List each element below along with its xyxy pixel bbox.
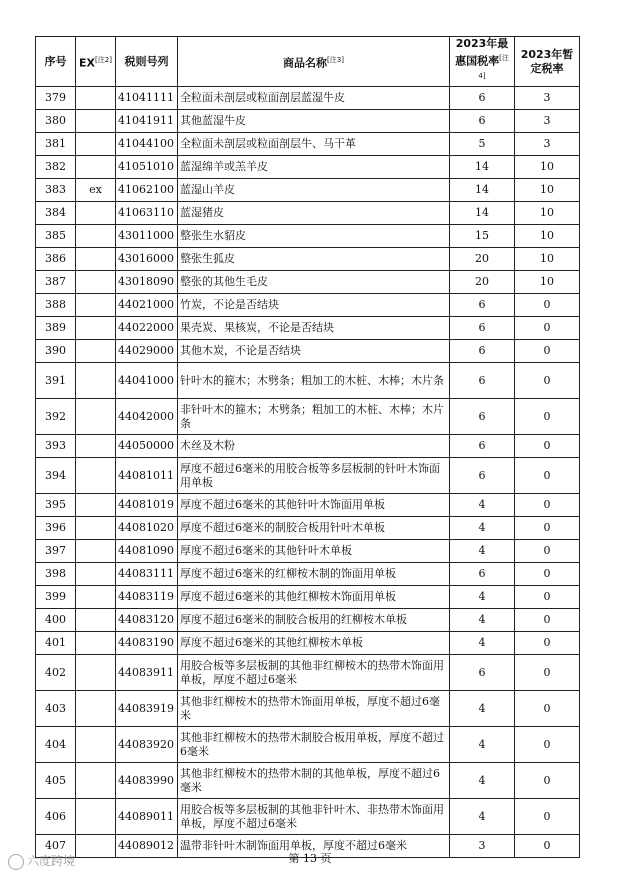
- cell-code: 44089012: [116, 835, 178, 858]
- cell-provisional-rate: 0: [515, 494, 580, 517]
- table-row: [36, 156, 580, 179]
- cell-code: 44083120: [116, 609, 178, 632]
- cell-ex: [76, 691, 116, 727]
- cell-code: 44081019: [116, 494, 178, 517]
- table-row: [36, 458, 580, 494]
- page-number: 第 13 页: [288, 852, 332, 865]
- cell-provisional-rate: 0: [515, 540, 580, 563]
- cell-code: 44083119: [116, 586, 178, 609]
- cell-name: 厚度不超过6毫米的其他红柳桉木单板: [178, 632, 450, 655]
- cell-seq: 386: [36, 248, 76, 271]
- cell-mfn-rate: 6: [450, 294, 515, 317]
- cell-provisional-rate: 0: [515, 727, 580, 763]
- cell-mfn-rate: 14: [450, 179, 515, 202]
- header-code: 税则号列: [116, 37, 178, 87]
- cell-seq: 392: [36, 399, 76, 435]
- table-row: [36, 225, 580, 248]
- cell-name: 其他非红柳桉木的热带木饰面用单板，厚度不超过6毫米: [178, 691, 450, 727]
- cell-mfn-rate: 14: [450, 156, 515, 179]
- cell-provisional-rate: 0: [515, 586, 580, 609]
- cell-name: 针叶木的箍木；木劈条；粗加工的木桩、木棒；木片条: [178, 363, 450, 399]
- table-row: [36, 763, 580, 799]
- cell-code: 44089011: [116, 799, 178, 835]
- cell-seq: 381: [36, 133, 76, 156]
- cell-code: 44081090: [116, 540, 178, 563]
- cell-name: 整张的其他生毛皮: [178, 271, 450, 294]
- cell-ex: [76, 317, 116, 340]
- cell-ex: [76, 248, 116, 271]
- cell-provisional-rate: 0: [515, 363, 580, 399]
- cell-mfn-rate: 4: [450, 609, 515, 632]
- cell-ex: [76, 763, 116, 799]
- cell-mfn-rate: 4: [450, 540, 515, 563]
- cell-ex: [76, 340, 116, 363]
- cell-provisional-rate: 0: [515, 632, 580, 655]
- cell-name: 厚度不超过6毫米的红柳桉木制的饰面用单板: [178, 563, 450, 586]
- cell-code: 44083111: [116, 563, 178, 586]
- cell-provisional-rate: 0: [515, 294, 580, 317]
- table-row: [36, 563, 580, 586]
- cell-name: 蓝湿猪皮: [178, 202, 450, 225]
- cell-provisional-rate: 0: [515, 435, 580, 458]
- cell-ex: [76, 458, 116, 494]
- cell-code: 41051010: [116, 156, 178, 179]
- cell-ex: [76, 110, 116, 133]
- cell-code: 44083190: [116, 632, 178, 655]
- cell-name: 厚度不超过6毫米的制胶合板用针叶木单板: [178, 517, 450, 540]
- header-seq: 序号: [36, 37, 76, 87]
- tariff-table: [35, 36, 580, 858]
- cell-ex: [76, 655, 116, 691]
- table-row: [36, 363, 580, 399]
- cell-code: 41041911: [116, 110, 178, 133]
- cell-name: 果壳炭、果核炭，不论是否结块: [178, 317, 450, 340]
- cell-name: 其他非红柳桉木的热带木制胶合板用单板，厚度不超过6毫米: [178, 727, 450, 763]
- cell-seq: 384: [36, 202, 76, 225]
- cell-provisional-rate: 3: [515, 133, 580, 156]
- cell-mfn-rate: 6: [450, 317, 515, 340]
- cell-name: 厚度不超过6毫米的其他针叶木单板: [178, 540, 450, 563]
- table-row: [36, 248, 580, 271]
- cell-code: 43011000: [116, 225, 178, 248]
- cell-seq: 406: [36, 799, 76, 835]
- cell-code: 44083990: [116, 763, 178, 799]
- table-row: [36, 202, 580, 225]
- cell-ex: [76, 202, 116, 225]
- cell-ex: [76, 540, 116, 563]
- cell-provisional-rate: 0: [515, 609, 580, 632]
- cell-mfn-rate: 6: [450, 435, 515, 458]
- watermark: [8, 852, 75, 870]
- cell-mfn-rate: 4: [450, 494, 515, 517]
- cell-code: 44022000: [116, 317, 178, 340]
- cell-ex: [76, 517, 116, 540]
- table-row: [36, 540, 580, 563]
- header-ex: EX[注2]: [76, 37, 116, 87]
- cell-seq: 389: [36, 317, 76, 340]
- cell-code: 44021000: [116, 294, 178, 317]
- cell-ex: [76, 225, 116, 248]
- cell-mfn-rate: 6: [450, 110, 515, 133]
- cell-seq: 388: [36, 294, 76, 317]
- cell-mfn-rate: 4: [450, 691, 515, 727]
- cell-code: 44042000: [116, 399, 178, 435]
- table-row: [36, 435, 580, 458]
- cell-seq: 387: [36, 271, 76, 294]
- logo-icon: [8, 854, 24, 870]
- table-row: [36, 609, 580, 632]
- cell-seq: 399: [36, 586, 76, 609]
- table-header: [36, 37, 580, 87]
- header-name: 商品名称[注3]: [178, 37, 450, 87]
- cell-seq: 403: [36, 691, 76, 727]
- cell-mfn-rate: 4: [450, 727, 515, 763]
- table-row: [36, 586, 580, 609]
- cell-ex: [76, 727, 116, 763]
- cell-mfn-rate: 6: [450, 655, 515, 691]
- table-row: [36, 727, 580, 763]
- cell-mfn-rate: 3: [450, 835, 515, 858]
- table-row: [36, 317, 580, 340]
- cell-name: 其他非红柳桉木的热带木制的其他单板，厚度不超过6毫米: [178, 763, 450, 799]
- cell-seq: 385: [36, 225, 76, 248]
- cell-code: 41063110: [116, 202, 178, 225]
- header-mfn-rate: 2023年最惠国税率[注4]: [450, 37, 515, 87]
- cell-mfn-rate: 4: [450, 763, 515, 799]
- cell-mfn-rate: 20: [450, 271, 515, 294]
- table-row: [36, 133, 580, 156]
- cell-name: 木丝及木粉: [178, 435, 450, 458]
- cell-code: 41062100: [116, 179, 178, 202]
- table-row: [36, 655, 580, 691]
- cell-seq: 398: [36, 563, 76, 586]
- cell-ex: [76, 435, 116, 458]
- cell-ex: [76, 294, 116, 317]
- cell-provisional-rate: 0: [515, 655, 580, 691]
- cell-seq: 402: [36, 655, 76, 691]
- cell-mfn-rate: 6: [450, 87, 515, 110]
- cell-name: 用胶合板等多层板制的其他非红柳桉木的热带木饰面用单板，厚度不超过6毫米: [178, 655, 450, 691]
- cell-mfn-rate: 6: [450, 340, 515, 363]
- cell-seq: 404: [36, 727, 76, 763]
- cell-mfn-rate: 4: [450, 517, 515, 540]
- table-row: [36, 110, 580, 133]
- cell-provisional-rate: 3: [515, 87, 580, 110]
- cell-name: 整张生狐皮: [178, 248, 450, 271]
- cell-ex: [76, 399, 116, 435]
- table-row: [36, 691, 580, 727]
- cell-seq: 383: [36, 179, 76, 202]
- cell-code: 44050000: [116, 435, 178, 458]
- cell-name: 厚度不超过6毫米的用胶合板等多层板制的针叶木饰面用单板: [178, 458, 450, 494]
- table-body: [36, 87, 580, 858]
- cell-mfn-rate: 14: [450, 202, 515, 225]
- cell-seq: 382: [36, 156, 76, 179]
- cell-mfn-rate: 5: [450, 133, 515, 156]
- cell-provisional-rate: 10: [515, 156, 580, 179]
- cell-ex: ex: [76, 179, 116, 202]
- cell-name: 其他蓝湿牛皮: [178, 110, 450, 133]
- cell-code: 44029000: [116, 340, 178, 363]
- cell-mfn-rate: 6: [450, 363, 515, 399]
- cell-seq: 390: [36, 340, 76, 363]
- cell-seq: 394: [36, 458, 76, 494]
- table-row: [36, 399, 580, 435]
- cell-ex: [76, 632, 116, 655]
- table-row: [36, 799, 580, 835]
- cell-ex: [76, 609, 116, 632]
- cell-provisional-rate: 0: [515, 317, 580, 340]
- table-row: [36, 632, 580, 655]
- cell-code: 43018090: [116, 271, 178, 294]
- cell-provisional-rate: 0: [515, 799, 580, 835]
- table-row: [36, 294, 580, 317]
- cell-name: 非针叶木的箍木；木劈条；粗加工的木桩、木棒；木片条: [178, 399, 450, 435]
- cell-name: 全粒面未剖层或粒面剖层牛、马干革: [178, 133, 450, 156]
- cell-seq: 405: [36, 763, 76, 799]
- cell-seq: 401: [36, 632, 76, 655]
- table-row: [36, 340, 580, 363]
- cell-ex: [76, 156, 116, 179]
- cell-seq: 391: [36, 363, 76, 399]
- cell-name: 厚度不超过6毫米的其他红柳桉木饰面用单板: [178, 586, 450, 609]
- cell-provisional-rate: 0: [515, 340, 580, 363]
- cell-provisional-rate: 0: [515, 399, 580, 435]
- cell-provisional-rate: 0: [515, 835, 580, 858]
- cell-ex: [76, 133, 116, 156]
- cell-provisional-rate: 10: [515, 248, 580, 271]
- cell-provisional-rate: 0: [515, 563, 580, 586]
- cell-provisional-rate: 0: [515, 458, 580, 494]
- table-row: [36, 271, 580, 294]
- cell-provisional-rate: 10: [515, 179, 580, 202]
- cell-provisional-rate: 0: [515, 691, 580, 727]
- cell-ex: [76, 87, 116, 110]
- cell-name: 厚度不超过6毫米的其他针叶木饰面用单板: [178, 494, 450, 517]
- watermark-text: 六度跨境: [27, 854, 76, 868]
- cell-name: 用胶合板等多层板制的其他非针叶木、非热带木饰面用单板，厚度不超过6毫米: [178, 799, 450, 835]
- cell-code: 44083911: [116, 655, 178, 691]
- cell-code: 41044100: [116, 133, 178, 156]
- table-row: [36, 87, 580, 110]
- cell-ex: [76, 799, 116, 835]
- cell-provisional-rate: 0: [515, 517, 580, 540]
- cell-code: 44083920: [116, 727, 178, 763]
- cell-seq: 400: [36, 609, 76, 632]
- cell-seq: 393: [36, 435, 76, 458]
- cell-mfn-rate: 20: [450, 248, 515, 271]
- cell-name: 温带非针叶木制饰面用单板，厚度不超过6毫米: [178, 835, 450, 858]
- cell-mfn-rate: 4: [450, 632, 515, 655]
- cell-name: 其他木炭，不论是否结块: [178, 340, 450, 363]
- cell-seq: 395: [36, 494, 76, 517]
- cell-seq: 379: [36, 87, 76, 110]
- cell-mfn-rate: 6: [450, 458, 515, 494]
- cell-code: 44041000: [116, 363, 178, 399]
- header-provisional-rate: 2023年暂定税率: [515, 37, 580, 87]
- cell-ex: [76, 586, 116, 609]
- cell-seq: 407: [36, 835, 76, 858]
- cell-provisional-rate: 3: [515, 110, 580, 133]
- cell-name: 竹炭，不论是否结块: [178, 294, 450, 317]
- cell-ex: [76, 563, 116, 586]
- cell-name: 厚度不超过6毫米的制胶合板用的红柳桉木单板: [178, 609, 450, 632]
- cell-seq: 380: [36, 110, 76, 133]
- cell-name: 蓝湿绵羊或羔羊皮: [178, 156, 450, 179]
- cell-code: 43016000: [116, 248, 178, 271]
- cell-name: 蓝湿山羊皮: [178, 179, 450, 202]
- cell-provisional-rate: 10: [515, 202, 580, 225]
- cell-mfn-rate: 4: [450, 799, 515, 835]
- cell-seq: 396: [36, 517, 76, 540]
- cell-seq: 397: [36, 540, 76, 563]
- table-row: [36, 494, 580, 517]
- table-row: [36, 517, 580, 540]
- cell-ex: [76, 271, 116, 294]
- cell-provisional-rate: 0: [515, 763, 580, 799]
- cell-provisional-rate: 10: [515, 271, 580, 294]
- cell-code: 44083919: [116, 691, 178, 727]
- cell-code: 44081020: [116, 517, 178, 540]
- cell-mfn-rate: 6: [450, 563, 515, 586]
- cell-code: 44081011: [116, 458, 178, 494]
- cell-ex: [76, 494, 116, 517]
- cell-code: 41041111: [116, 87, 178, 110]
- cell-mfn-rate: 4: [450, 586, 515, 609]
- cell-mfn-rate: 6: [450, 399, 515, 435]
- cell-name: 全粒面未剖层或粒面剖层蓝湿牛皮: [178, 87, 450, 110]
- cell-ex: [76, 363, 116, 399]
- cell-name: 整张生水貂皮: [178, 225, 450, 248]
- table-row: [36, 179, 580, 202]
- cell-mfn-rate: 15: [450, 225, 515, 248]
- cell-provisional-rate: 10: [515, 225, 580, 248]
